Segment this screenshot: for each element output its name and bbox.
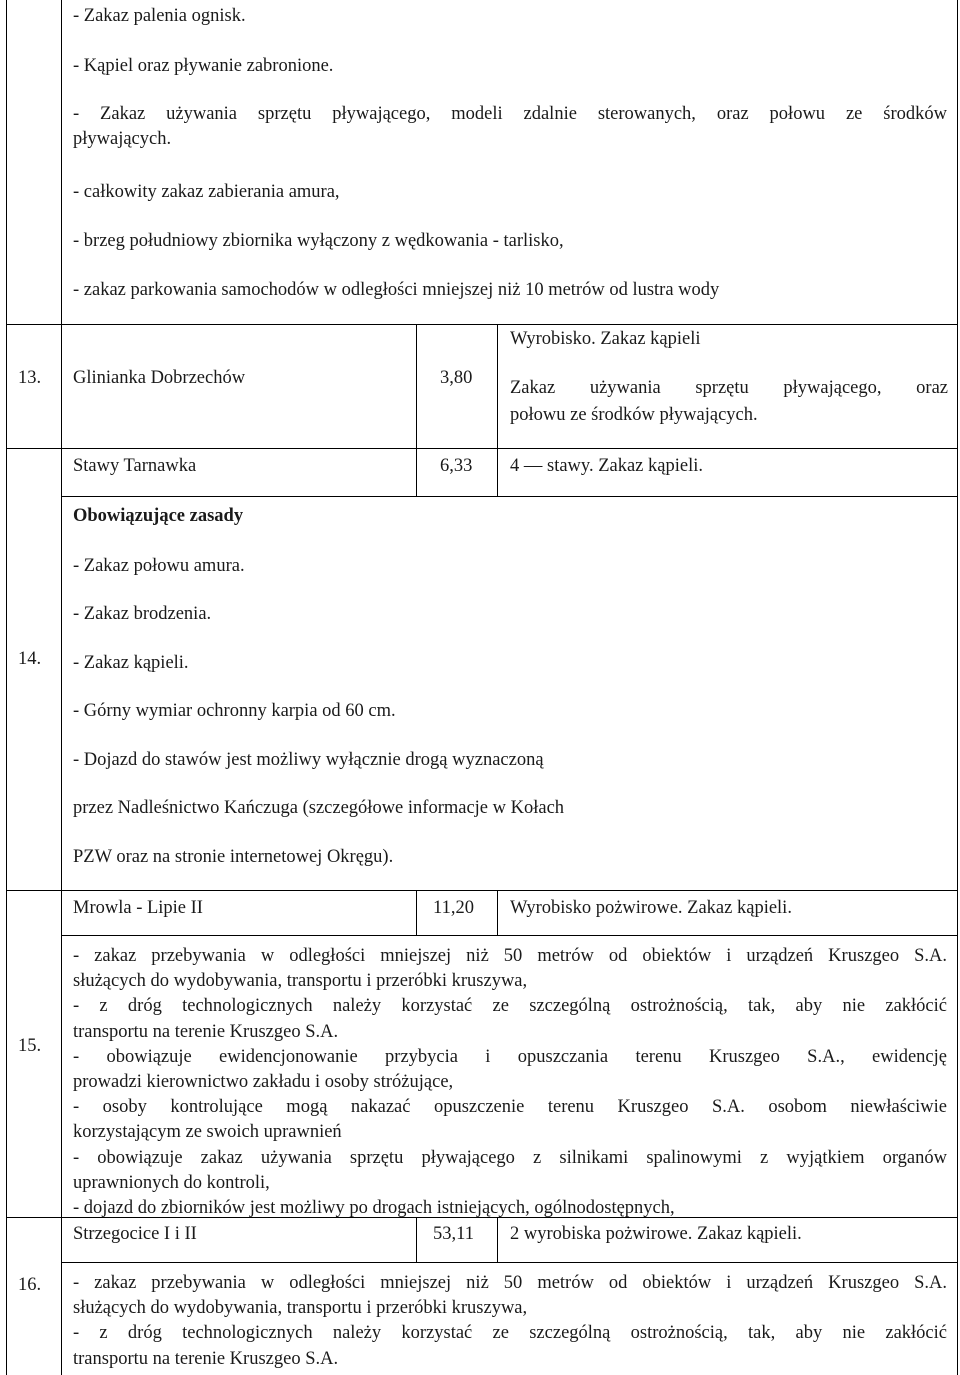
water-name: Strzegocice I i II — [73, 1224, 197, 1244]
column-divider — [416, 890, 417, 935]
rule-line: prowadzi kierownictwo zakładu i osoby stróżujące, — [73, 1072, 454, 1093]
rule-line: PZW oraz na stronie internetowej Okręgu). — [73, 847, 394, 867]
rule-line: - zakaz przebywania w odległości mniejszej niż 50 metrów od obiektów i urządzeń Kruszgeo S.A. — [73, 946, 947, 966]
rule-line: - zakaz przebywania w odległości mniejszej niż 50 metrów od obiektów i urządzeń Kruszgeo S.A. — [73, 1273, 947, 1293]
rule-line: - Zakaz brodzenia. — [73, 604, 212, 624]
remark-line: Zakaz używania sprzętu pływającego, oraz — [510, 378, 948, 398]
water-name: Mrowla - Lipie II — [73, 898, 203, 918]
rule-line: - obowiązuje zakaz używania sprzętu pływającego z silnikami spalinowymi z wyjątkiem organów — [73, 1147, 947, 1168]
rule-line: - dojazd do zbiorników jest możliwy po drogach istniejących, ogólnodostępnych, — [73, 1198, 675, 1219]
column-divider — [416, 1217, 417, 1262]
water-area: 3,80 — [440, 368, 473, 388]
number-column-divider — [61, 0, 62, 1375]
row-divider — [6, 448, 61, 449]
rule-line: - Górny wymiar ochronny karpia od 60 cm. — [73, 701, 396, 721]
column-divider — [497, 324, 498, 496]
column-divider — [497, 1217, 498, 1262]
row-number: 16. — [18, 1275, 42, 1295]
remark-line: - zakaz parkowania samochodów w odległości mniejszej niż 10 metrów od lustra wody — [73, 280, 720, 300]
remark-line: Wyrobisko. Zakaz kąpieli — [510, 329, 701, 349]
row-divider — [6, 890, 957, 891]
remark-line: - Zakaz używania sprzętu pływającego, modeli zdalnie sterowanych, oraz połowu ze środków — [73, 104, 947, 124]
remark: 2 wyrobiska pożwirowe. Zakaz kąpieli. — [510, 1224, 802, 1244]
rules-block — [73, 944, 947, 1221]
rule-line: - Zakaz połowu amura. — [73, 556, 245, 576]
row-divider — [61, 496, 957, 497]
remark-line: - brzeg południowy zbiornika wyłączony z wędkowania - tarlisko, — [73, 231, 564, 251]
remark-line: - całkowity zakaz zabierania amura, — [73, 182, 340, 202]
rules-block — [73, 1271, 947, 1372]
row-divider — [61, 935, 957, 936]
rule-line: - z dróg technologicznych należy korzystać ze szczególną ostrożnością, tak, aby nie zakłócić — [73, 996, 947, 1017]
water-area: 6,33 — [440, 456, 473, 476]
rule-line: korzystającym ze swoich uprawnień — [73, 1122, 342, 1143]
rule-line: - Zakaz kąpieli. — [73, 653, 189, 673]
remark-line: - Kąpiel oraz pływanie zabronione. — [73, 56, 334, 76]
rule-line: - obowiązuje ewidencjonowanie przybycia i opuszczania terenu Kruszgeo S.A., ewidencję — [73, 1046, 947, 1067]
column-divider — [497, 890, 498, 935]
water-name: Stawy Tarnawka — [73, 456, 197, 476]
rule-line: przez Nadleśnictwo Kańczuga (szczegółowe informacje w Kołach — [73, 798, 565, 818]
remark-line: pływających. — [73, 129, 172, 149]
rule-line: - Dojazd do stawów jest możliwy wyłącznie drogą wyznaczoną — [73, 750, 544, 770]
water-name: Glinianka Dobrzechów — [73, 368, 246, 388]
rule-line: - z dróg technologicznych należy korzystać ze szczególną ostrożnością, tak, aby nie zakłócić — [73, 1323, 947, 1344]
rule-line: uprawnionych do kontroli, — [73, 1172, 270, 1193]
table-border-left — [6, 0, 7, 1375]
remark: 4 — stawy. Zakaz kąpieli. — [510, 456, 703, 476]
rule-line: służących do wydobywania, transportu i przeróbki kruszywa, — [73, 1298, 528, 1319]
row-divider — [6, 324, 957, 325]
row-divider — [61, 1262, 957, 1263]
row-divider — [61, 448, 957, 449]
row-number: 15. — [18, 1036, 42, 1056]
rule-line: - osoby kontrolujące mogą nakazać opuszczenie terenu Kruszgeo S.A. osobom niewłaściwie — [73, 1097, 947, 1118]
column-divider — [416, 324, 417, 448]
row-number: 13. — [18, 368, 42, 388]
rules-title: Obowiązujące zasady — [73, 506, 244, 526]
remark: Wyrobisko pożwirowe. Zakaz kąpieli. — [510, 898, 792, 918]
water-area: 53,11 — [433, 1224, 474, 1244]
column-divider — [416, 448, 417, 496]
row-number: 14. — [18, 649, 42, 669]
rule-line: służących do wydobywania, transportu i przeróbki kruszywa, — [73, 971, 528, 992]
rule-line: transportu na terenie Kruszgeo S.A. — [73, 1021, 339, 1042]
water-area: 11,20 — [433, 898, 474, 918]
remark-line: - Zakaz palenia ognisk. — [73, 6, 246, 26]
table-border-right — [957, 0, 958, 1375]
rule-line: transportu na terenie Kruszgeo S.A. — [73, 1348, 339, 1369]
remark-line: połowu ze środków pływających. — [510, 405, 758, 425]
